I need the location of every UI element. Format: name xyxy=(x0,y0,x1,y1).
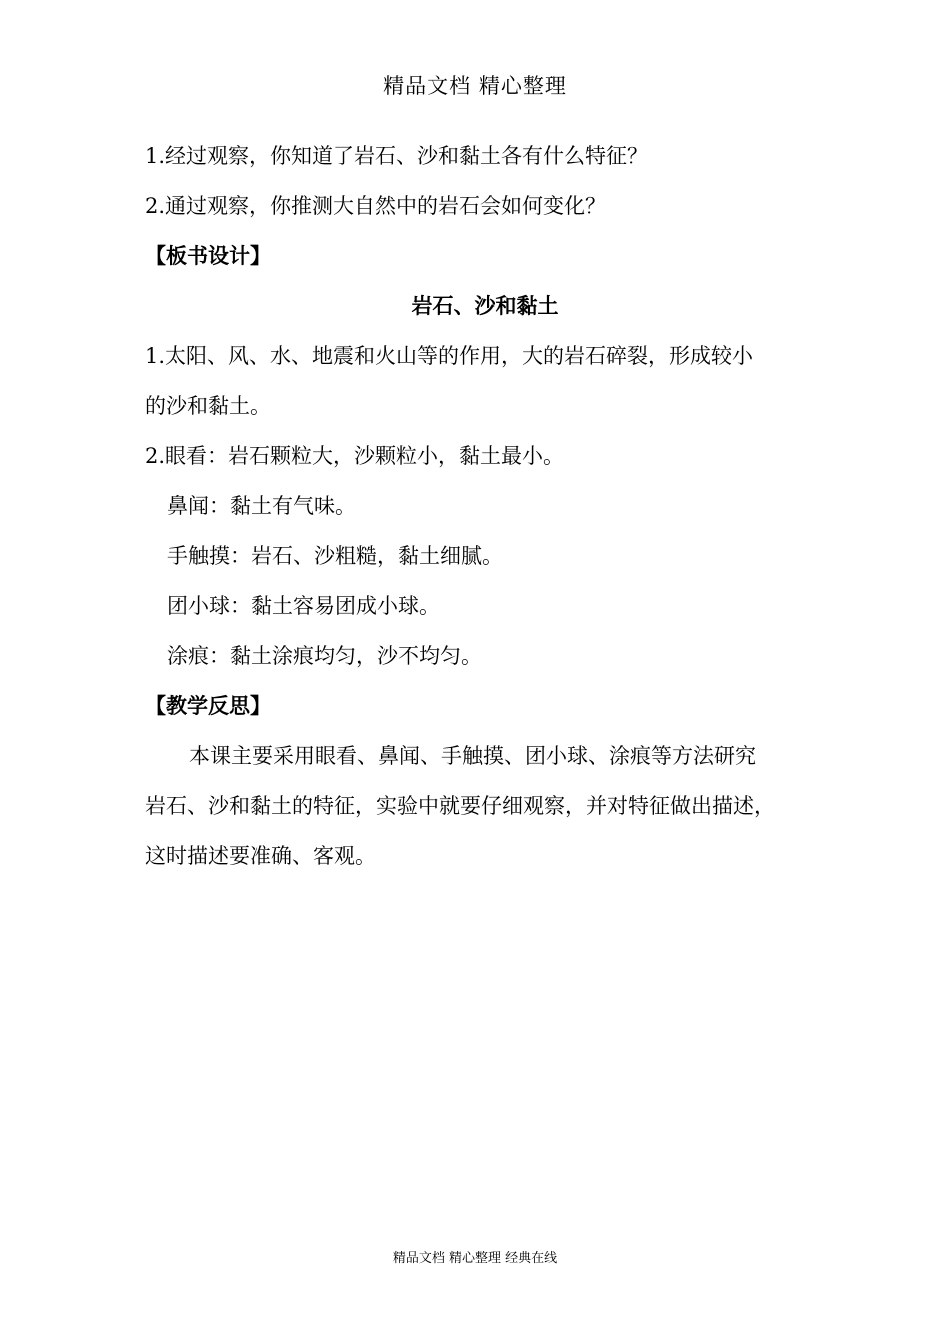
board-sub-point-touch: 手触摸：岩石、沙粗糙，黏土细腻。 xyxy=(167,544,503,568)
page-footer: 精品文档 精心整理 经典在线 xyxy=(392,1251,558,1266)
board-sub-point-smear: 涂痕：黏土涂痕均匀，沙不均匀。 xyxy=(167,644,482,668)
board-sub-point-ball: 团小球：黏土容易团成小球。 xyxy=(167,594,440,618)
board-point-2: 2.眼看：岩石颗粒大，沙颗粒小，黏土最小。 xyxy=(145,444,565,468)
board-design-title: 岩石、沙和黏土 xyxy=(411,293,559,318)
reflection-line-2: 岩石、沙和黏土的特征，实验中就要仔细观察，并对特征做出描述， xyxy=(145,794,775,818)
board-design-heading: 【板书设计】 xyxy=(145,243,271,268)
board-point-1-line-2: 的沙和黏土。 xyxy=(145,394,271,418)
reflection-line-3: 这时描述要准确、客观。 xyxy=(145,844,376,868)
reflection-heading: 【教学反思】 xyxy=(145,693,271,718)
reflection-line-1: 本课主要采用眼看、鼻闻、手触摸、团小球、涂痕等方法研究 xyxy=(189,744,756,768)
board-point-1-line-1: 1.太阳、风、水、地震和火山等的作用，大的岩石碎裂，形成较小 xyxy=(145,344,754,368)
document-body xyxy=(145,131,825,881)
page-header: 精品文档 精心整理 xyxy=(383,74,567,98)
question-1: 1.经过观察，你知道了岩石、沙和黏土各有什么特征？ xyxy=(145,144,649,168)
board-sub-point-smell: 鼻闻：黏土有气味。 xyxy=(167,494,356,518)
question-2: 2.通过观察，你推测大自然中的岩石会如何变化？ xyxy=(145,194,607,218)
